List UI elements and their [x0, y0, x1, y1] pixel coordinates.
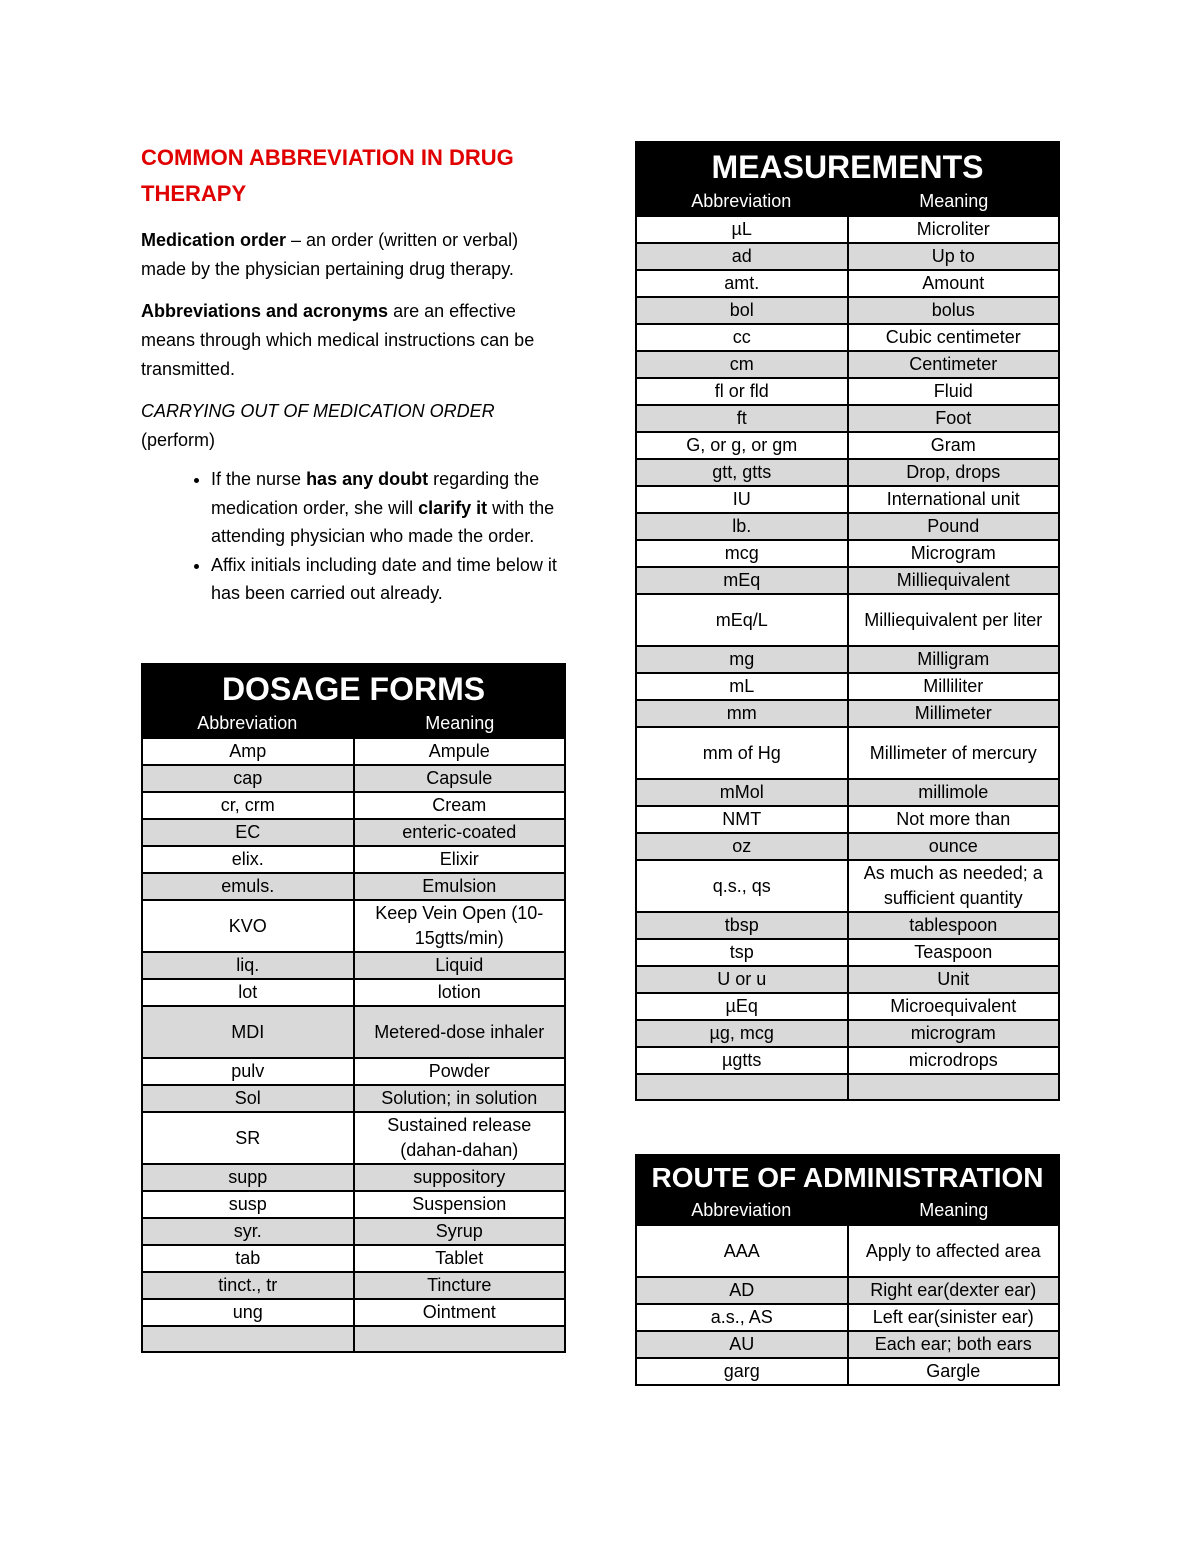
table-row	[636, 1074, 1059, 1100]
cell-abbreviation: mm of Hg	[636, 727, 848, 779]
table-row	[636, 1225, 1059, 1277]
cell-meaning: Capsule	[354, 765, 566, 792]
cell-abbreviation: Sol	[142, 1085, 354, 1112]
cell-abbreviation: oz	[636, 833, 848, 860]
cell-abbreviation: cm	[636, 351, 848, 378]
cell-meaning: Microgram	[848, 540, 1060, 567]
page-title: COMMON ABBREVIATION IN DRUG THERAPY	[141, 145, 514, 206]
cell-abbreviation: µL	[636, 216, 848, 243]
cell-meaning: Solution; in solution	[354, 1085, 566, 1112]
cell-meaning: Milliequivalent	[848, 567, 1060, 594]
cell-meaning: Cubic centimeter	[848, 324, 1060, 351]
table-row	[636, 833, 1059, 860]
cell-abbreviation: fl or fld	[636, 378, 848, 405]
cell-abbreviation: mcg	[636, 540, 848, 567]
cell-abbreviation: KVO	[142, 900, 354, 952]
table-row	[142, 792, 565, 819]
table-row	[142, 900, 565, 952]
measurements-title: MEASUREMENTS	[635, 141, 1060, 189]
bullet-text: with the attending physician who made the order.	[211, 497, 555, 546]
table-row	[636, 912, 1059, 939]
column-header-meaning: Meaning	[919, 191, 989, 211]
cell-meaning: Suspension	[354, 1191, 566, 1218]
abbreviations-term: Abbreviations and acronyms	[141, 301, 389, 321]
column-header-abbreviation: Abbreviation	[691, 1200, 792, 1220]
table-row	[636, 646, 1059, 673]
cell-abbreviation: syr.	[142, 1218, 354, 1245]
dosage-forms-header	[141, 711, 566, 737]
cell-abbreviation	[636, 1074, 848, 1100]
cell-meaning	[848, 1074, 1060, 1100]
cell-meaning: Syrup	[354, 1218, 566, 1245]
cell-meaning: Unit	[848, 966, 1060, 993]
cell-abbreviation: AU	[636, 1331, 848, 1358]
cell-meaning: Elixir	[354, 846, 566, 873]
measurements-rows	[635, 215, 1060, 1101]
cell-abbreviation: tsp	[636, 939, 848, 966]
carrying-out-paragraph	[141, 397, 566, 455]
cell-abbreviation: Amp	[142, 738, 354, 765]
table-row	[142, 1272, 565, 1299]
table-row	[636, 1277, 1059, 1304]
cell-meaning: Apply to affected area	[848, 1225, 1060, 1277]
table-row	[142, 1058, 565, 1085]
cell-meaning: Up to	[848, 243, 1060, 270]
cell-meaning: Cream	[354, 792, 566, 819]
medication-order-term: Medication order	[141, 230, 287, 250]
cell-abbreviation: lb.	[636, 513, 848, 540]
cell-meaning: ounce	[848, 833, 1060, 860]
cell-abbreviation: SR	[142, 1112, 354, 1164]
cell-meaning: suppository	[354, 1164, 566, 1191]
cell-abbreviation: µg, mcg	[636, 1020, 848, 1047]
cell-abbreviation: tab	[142, 1245, 354, 1272]
cell-meaning: Milligram	[848, 646, 1060, 673]
cell-abbreviation: mEq/L	[636, 594, 848, 646]
bullet-text: Affix initials including date and time below it has been carried out already.	[211, 554, 557, 603]
cell-abbreviation: µEq	[636, 993, 848, 1020]
cell-meaning: tablespoon	[848, 912, 1060, 939]
table-row	[142, 1191, 565, 1218]
bullet-emphasis: clarify it	[418, 497, 488, 518]
cell-meaning: Emulsion	[354, 873, 566, 900]
cell-meaning: Tincture	[354, 1272, 566, 1299]
cell-meaning: Millimeter	[848, 700, 1060, 727]
dosage-forms-title: DOSAGE FORMS	[141, 663, 566, 711]
cell-meaning: enteric-coated	[354, 819, 566, 846]
cell-abbreviation: cr, crm	[142, 792, 354, 819]
table-row	[636, 939, 1059, 966]
measurements-table	[635, 141, 1060, 1101]
table-row	[142, 1164, 565, 1191]
cell-meaning: Foot	[848, 405, 1060, 432]
cell-meaning: Tablet	[354, 1245, 566, 1272]
dosage-forms-table	[141, 663, 566, 1353]
cell-meaning: Amount	[848, 270, 1060, 297]
cell-abbreviation: µgtts	[636, 1047, 848, 1074]
measurements-header	[635, 189, 1060, 215]
cell-abbreviation: mL	[636, 673, 848, 700]
cell-abbreviation: mEq	[636, 567, 848, 594]
cell-meaning: Centimeter	[848, 351, 1060, 378]
table-row	[636, 860, 1059, 912]
cell-abbreviation: a.s., AS	[636, 1304, 848, 1331]
table-row	[636, 297, 1059, 324]
cell-abbreviation: AAA	[636, 1225, 848, 1277]
table-row	[636, 513, 1059, 540]
cell-meaning: As much as needed; a sufficient quantity	[848, 860, 1060, 912]
cell-abbreviation: ft	[636, 405, 848, 432]
abbreviations-definition: are an effective means through which medical instructions can be transmitted.	[141, 301, 535, 379]
column-header-meaning: Meaning	[425, 713, 495, 733]
cell-meaning: Powder	[354, 1058, 566, 1085]
carrying-out-note: (perform)	[141, 430, 216, 450]
cell-abbreviation: gtt, gtts	[636, 459, 848, 486]
table-row	[142, 1006, 565, 1058]
cell-meaning: Sustained release (dahan-dahan)	[354, 1112, 566, 1164]
cell-abbreviation	[142, 1326, 354, 1352]
table-row	[636, 432, 1059, 459]
cell-meaning: Milliequivalent per liter	[848, 594, 1060, 646]
cell-meaning: Microliter	[848, 216, 1060, 243]
cell-abbreviation: liq.	[142, 952, 354, 979]
cell-abbreviation: amt.	[636, 270, 848, 297]
list-item	[211, 551, 566, 608]
cell-abbreviation: MDI	[142, 1006, 354, 1058]
cell-meaning: lotion	[354, 979, 566, 1006]
cell-abbreviation: lot	[142, 979, 354, 1006]
cell-meaning: Fluid	[848, 378, 1060, 405]
cell-meaning: Microequivalent	[848, 993, 1060, 1020]
cell-abbreviation: G, or g, or gm	[636, 432, 848, 459]
cell-meaning: microdrops	[848, 1047, 1060, 1074]
cell-meaning: Metered-dose inhaler	[354, 1006, 566, 1058]
table-row	[142, 1245, 565, 1272]
route-title: ROUTE OF ADMINISTRATION	[635, 1154, 1060, 1198]
intro-section	[141, 140, 566, 608]
table-row	[142, 765, 565, 792]
table-row	[636, 700, 1059, 727]
table-row	[142, 1085, 565, 1112]
table-row	[636, 594, 1059, 646]
table-row	[636, 459, 1059, 486]
bullet-emphasis: has any doubt	[306, 469, 429, 489]
cell-abbreviation: garg	[636, 1358, 848, 1385]
table-row	[636, 540, 1059, 567]
cell-abbreviation: U or u	[636, 966, 848, 993]
cell-meaning: microgram	[848, 1020, 1060, 1047]
cell-meaning: Ampule	[354, 738, 566, 765]
cell-abbreviation: cap	[142, 765, 354, 792]
table-row	[142, 1112, 565, 1164]
cell-meaning: Ointment	[354, 1299, 566, 1326]
column-header-abbreviation: Abbreviation	[691, 191, 792, 211]
cell-meaning	[354, 1326, 566, 1352]
table-row	[636, 243, 1059, 270]
cell-abbreviation: mg	[636, 646, 848, 673]
dosage-forms-rows	[141, 737, 566, 1353]
table-row	[636, 1047, 1059, 1074]
table-row	[142, 846, 565, 873]
table-row	[636, 727, 1059, 779]
table-row	[636, 779, 1059, 806]
cell-abbreviation: IU	[636, 486, 848, 513]
table-row	[142, 1326, 565, 1352]
cell-meaning: Each ear; both ears	[848, 1331, 1060, 1358]
table-row	[636, 1020, 1059, 1047]
cell-abbreviation: bol	[636, 297, 848, 324]
table-row	[142, 1299, 565, 1326]
cell-meaning: Left ear(sinister ear)	[848, 1304, 1060, 1331]
table-row	[636, 324, 1059, 351]
medication-order-paragraph	[141, 226, 566, 284]
table-row	[636, 486, 1059, 513]
table-row	[636, 378, 1059, 405]
cell-abbreviation: EC	[142, 819, 354, 846]
cell-meaning: Milliliter	[848, 673, 1060, 700]
table-row	[636, 405, 1059, 432]
route-rows	[635, 1224, 1060, 1386]
cell-meaning: Teaspoon	[848, 939, 1060, 966]
cell-abbreviation: AD	[636, 1277, 848, 1304]
bullet-text: If the nurse	[211, 469, 307, 489]
table-row	[142, 979, 565, 1006]
cell-abbreviation: ad	[636, 243, 848, 270]
table-row	[636, 1358, 1059, 1385]
cell-meaning: Gram	[848, 432, 1060, 459]
table-row	[142, 952, 565, 979]
cell-abbreviation: NMT	[636, 806, 848, 833]
table-row	[636, 993, 1059, 1020]
carrying-out-heading: CARRYING OUT OF MEDICATION ORDER	[141, 401, 495, 421]
table-row	[636, 270, 1059, 297]
cell-abbreviation: elix.	[142, 846, 354, 873]
column-header-abbreviation: Abbreviation	[197, 713, 298, 733]
cell-meaning: Not more than	[848, 806, 1060, 833]
table-row	[636, 966, 1059, 993]
table-row	[636, 806, 1059, 833]
cell-meaning: Millimeter of mercury	[848, 727, 1060, 779]
cell-abbreviation: tinct., tr	[142, 1272, 354, 1299]
cell-abbreviation: mm	[636, 700, 848, 727]
cell-abbreviation: cc	[636, 324, 848, 351]
table-row	[636, 351, 1059, 378]
cell-meaning: Pound	[848, 513, 1060, 540]
cell-abbreviation: pulv	[142, 1058, 354, 1085]
cell-meaning: bolus	[848, 297, 1060, 324]
cell-meaning: Keep Vein Open (10-15gtts/min)	[354, 900, 566, 952]
cell-meaning: Drop, drops	[848, 459, 1060, 486]
cell-meaning: millimole	[848, 779, 1060, 806]
table-row	[142, 738, 565, 765]
column-header-meaning: Meaning	[919, 1200, 989, 1220]
table-row	[636, 1304, 1059, 1331]
route-of-administration-table	[635, 1154, 1060, 1386]
cell-abbreviation: tbsp	[636, 912, 848, 939]
table-row	[636, 216, 1059, 243]
table-row	[636, 567, 1059, 594]
cell-abbreviation: ung	[142, 1299, 354, 1326]
cell-meaning: Liquid	[354, 952, 566, 979]
table-row	[636, 1331, 1059, 1358]
cell-meaning: Right ear(dexter ear)	[848, 1277, 1060, 1304]
cell-abbreviation: q.s., qs	[636, 860, 848, 912]
cell-abbreviation: supp	[142, 1164, 354, 1191]
cell-abbreviation: susp	[142, 1191, 354, 1218]
bullet-text: regarding the medication order, she will	[211, 469, 540, 518]
medication-order-definition: – an order (written or verbal) made by the physician pertaining drug therapy.	[141, 230, 519, 279]
cell-meaning: Gargle	[848, 1358, 1060, 1385]
table-row	[142, 1218, 565, 1245]
cell-abbreviation: mMol	[636, 779, 848, 806]
cell-abbreviation: emuls.	[142, 873, 354, 900]
instruction-list	[141, 465, 566, 608]
route-header	[635, 1198, 1060, 1224]
table-row	[142, 819, 565, 846]
list-item	[211, 465, 566, 551]
table-row	[142, 873, 565, 900]
cell-meaning: International unit	[848, 486, 1060, 513]
abbreviations-paragraph	[141, 297, 566, 384]
table-row	[636, 673, 1059, 700]
